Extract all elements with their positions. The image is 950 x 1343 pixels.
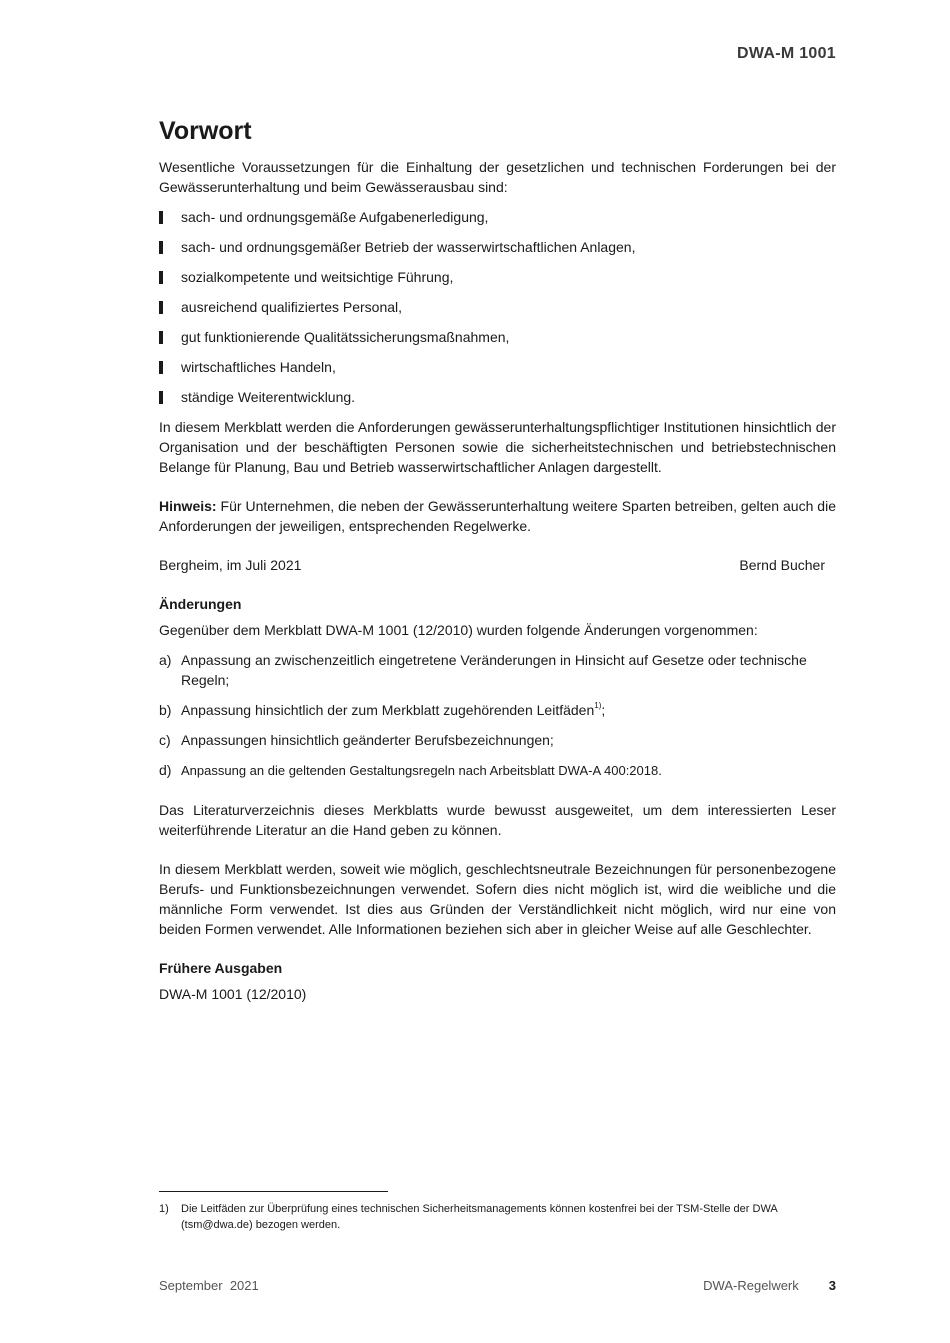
earlier-editions-text: DWA-M 1001 (12/2010) bbox=[159, 986, 307, 1002]
list-item: sozialkompetente und weitsichtige Führung, bbox=[159, 267, 836, 287]
footer-series: DWA-Regelwerk bbox=[703, 1278, 799, 1293]
changes-heading: Änderungen bbox=[159, 596, 242, 612]
list-item: wirtschaftliches Handeln, bbox=[159, 357, 836, 377]
list-item: ständige Weiterentwicklung. bbox=[159, 387, 836, 407]
earlier-editions-heading: Frühere Ausgaben bbox=[159, 960, 283, 976]
list-item: ausreichend qualifiziertes Personal, bbox=[159, 297, 836, 317]
list-item: c) Anpassungen hinsichtlich geänderter Berufsbezeichnungen; bbox=[159, 732, 554, 748]
page-footer bbox=[159, 1278, 836, 1293]
bullet-marker-icon bbox=[159, 361, 163, 374]
literature-paragraph: Das Literaturverzeichnis dieses Merkblatts wurde bewusst ausgeweitet, um dem interessierten Leser weiterführende Literatur an die Hand geben zu können. bbox=[159, 802, 836, 838]
footnote-divider bbox=[159, 1191, 388, 1192]
note-text: Für Unternehmen, die neben der Gewässerunterhaltung weitere Sparten betreiben, gelten auch die Anforderungen der jeweiligen, entsprechenden Regelwerke. bbox=[159, 498, 836, 534]
bullet-marker-icon bbox=[159, 241, 163, 254]
gender-paragraph: In diesem Merkblatt werden, soweit wie möglich, geschlechtsneutrale Bezeichnungen für personenbezogene Berufs- und Funktionsbezeichnungen verwendet. Sofern dies nicht möglich ist, wird die weibliche und die männliche Form verwendet. Ist dies aus Gründen der Verständlichkeit nicht möglich, wird nur eine von beiden Formen verwendet. Alle Informationen beziehen sich aber in gleicher Weise auf alle Geschlechter. bbox=[159, 861, 836, 937]
page-content bbox=[159, 116, 836, 1004]
note-paragraph bbox=[159, 496, 836, 536]
changes-intro: Gegenüber dem Merkblatt DWA-M 1001 (12/2010) wurden folgende Änderungen vorgenommen: bbox=[159, 622, 758, 638]
changes-list bbox=[159, 650, 836, 781]
note-label: Hinweis: bbox=[159, 498, 217, 514]
list-item: d) Anpassung an die geltenden Gestaltungsregeln nach Arbeitsblatt DWA-A 400:2018. bbox=[159, 762, 662, 778]
signature-name: Bernd Bucher bbox=[739, 557, 825, 573]
list-item: sach- und ordnungsgemäßer Betrieb der wasserwirtschaftlichen Anlagen, bbox=[159, 237, 836, 257]
footer-date: September 2021 bbox=[159, 1278, 259, 1293]
signature-line bbox=[159, 555, 836, 575]
bullet-marker-icon bbox=[159, 331, 163, 344]
signature-place-date: Bergheim, im Juli 2021 bbox=[159, 557, 302, 573]
bullet-marker-icon bbox=[159, 391, 163, 404]
intro-paragraph: Wesentliche Voraussetzungen für die Einhaltung der gesetzlichen und technischen Forderungen bei der Gewässerunterhaltung und beim Gewässerausbau sind: bbox=[159, 159, 836, 195]
list-item: gut funktionierende Qualitätssicherungsmaßnahmen, bbox=[159, 327, 836, 347]
document-id: DWA-M 1001 bbox=[736, 45, 836, 62]
list-item: b) Anpassung hinsichtlich der zum Merkblatt zugehörenden Leitfäden$^{1)}$; bbox=[159, 701, 606, 718]
requirements-list bbox=[159, 207, 836, 407]
scope-paragraph: In diesem Merkblatt werden die Anforderungen gewässerunterhaltungspflichtiger Institutionen hinsichtlich der Organisation und der beschäftigten Personen sowie die sicherheitstechnischen und betriebstechnischen Belange für Planung, Bau und Betrieb wasserwirtschaftlicher Anlagen dargestellt. bbox=[159, 419, 836, 475]
list-item: sach- und ordnungsgemäße Aufgabenerledigung, bbox=[159, 207, 836, 227]
bullet-marker-icon bbox=[159, 211, 163, 224]
bullet-marker-icon bbox=[159, 301, 163, 314]
bullet-marker-icon bbox=[159, 271, 163, 284]
footnote-text: Die Leitfäden zur Überprüfung eines technischen Sicherheitsmanagements können kostenfrei bei der TSM-Stelle der DWA (tsm@dwa.de) bezogen werden. bbox=[181, 1203, 778, 1231]
list-item: a) Anpassung an zwischenzeitlich eingetretene Veränderungen in Hinsicht auf Gesetze oder technische Regeln; bbox=[159, 652, 807, 688]
footnote-reference[interactable]: 1) bbox=[594, 701, 602, 710]
footnote-number: 1) bbox=[159, 1203, 169, 1215]
page-number: 3 bbox=[828, 1278, 836, 1293]
page-title: Vorwort bbox=[159, 117, 252, 145]
footnote bbox=[159, 1201, 836, 1233]
